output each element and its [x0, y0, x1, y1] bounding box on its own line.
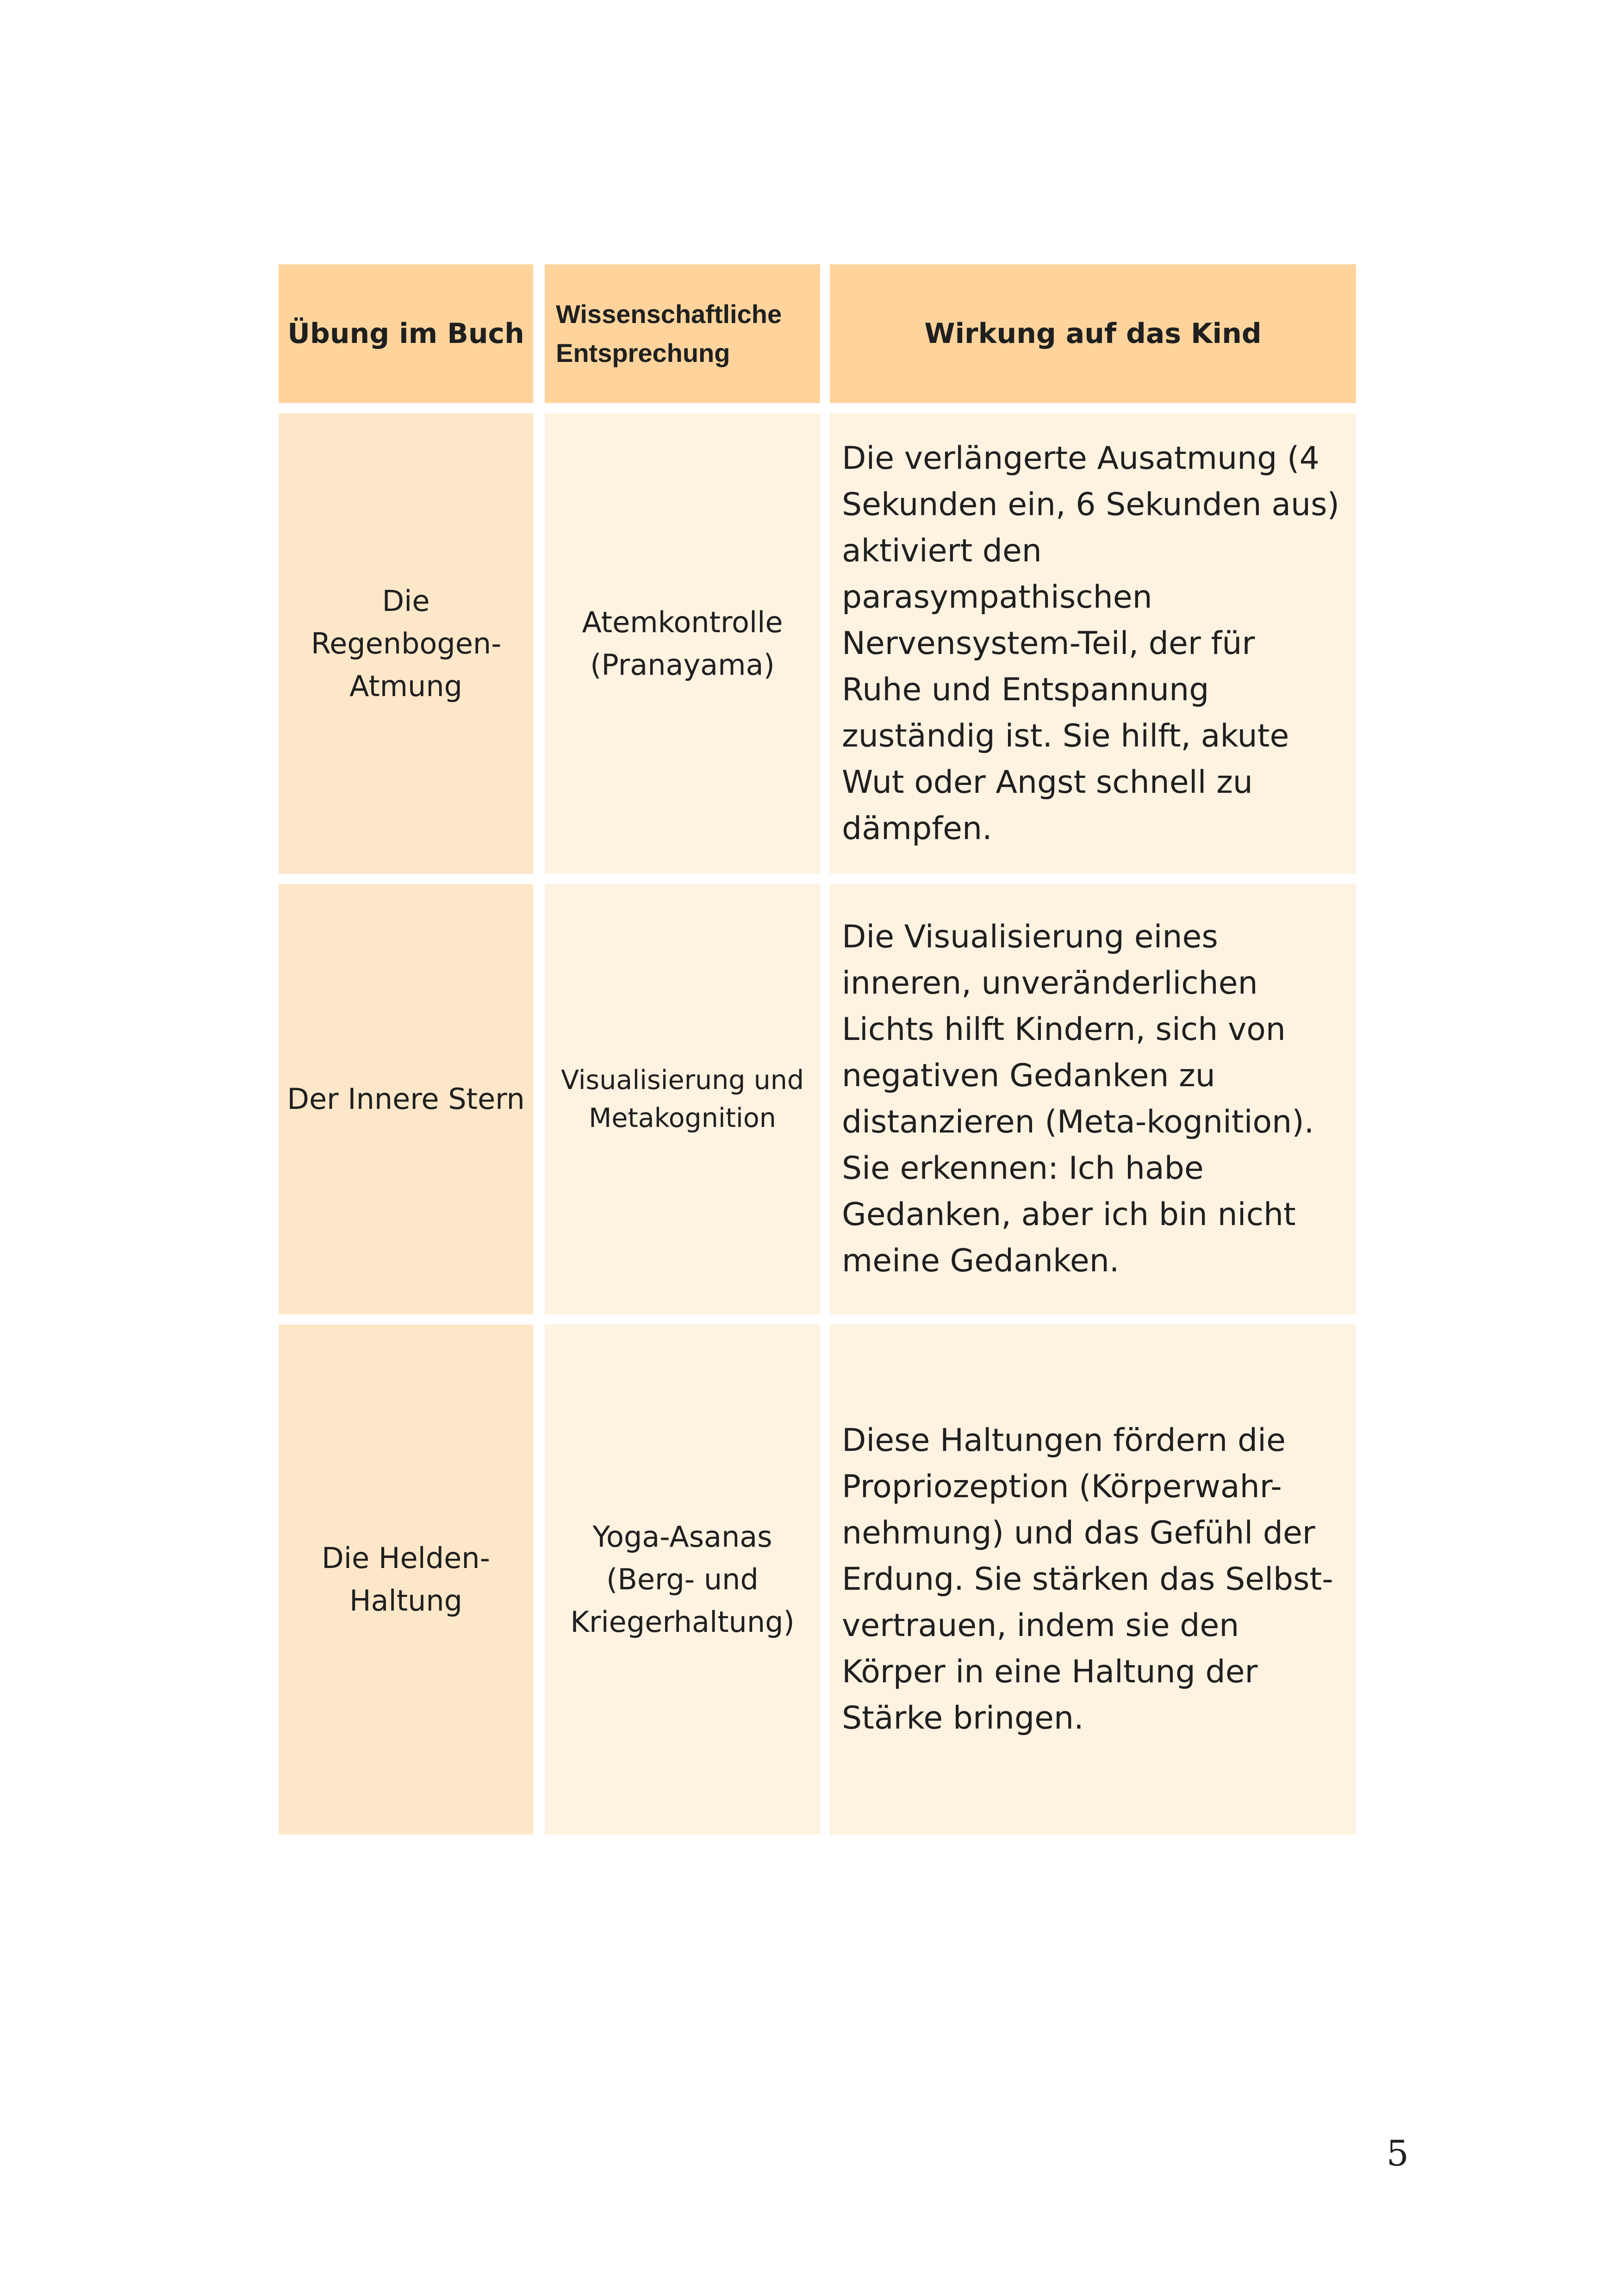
header-exercise: Übung im Buch [279, 264, 533, 403]
row-1-effect: Die verlängerte Ausatmung (4 Sekunden ein, 6 Sekunden aus) aktiviert den parasympathischen Nervensystem-Teil, der für Ruhe und Entspannung zuständig ist. Sie hilft, akute Wut oder Angst schnell zu dämpfen. [830, 413, 1356, 874]
row-3-effect: Diese Haltungen fördern die Propriozeption (Körperwahr-nehmung) und das Gefühl der Erdung. Sie stärken das Selbst-vertrauen, indem sie den Körper in eine Haltung der Stärke bringen. [830, 1325, 1356, 1835]
row-2-effect: Die Visualisierung eines inneren, unveränderlichen Lichts hilft Kindern, sich von negativen Gedanken zu distanzieren (Meta-kognition). Sie erkennen: Ich habe Gedanken, aber ich bin nicht meine Gedanken. [830, 884, 1356, 1314]
row-3-exercise: Die Helden-Haltung [279, 1325, 533, 1835]
row-1-science: Atemkontrolle (Pranayama) [545, 413, 820, 874]
header-effect: Wirkung auf das Kind [830, 264, 1356, 403]
page-number: 5 [1386, 2133, 1409, 2174]
row-2-exercise: Der Innere Stern [279, 884, 533, 1314]
row-1-exercise: Die Regenbogen-Atmung [279, 413, 533, 874]
row-2-science: Visualisierung und Metakognition [545, 884, 820, 1314]
header-science: Wissenschaftliche Entsprechung [545, 264, 820, 403]
row-3-science: Yoga-Asanas (Berg- und Kriegerhaltung) [545, 1325, 820, 1835]
